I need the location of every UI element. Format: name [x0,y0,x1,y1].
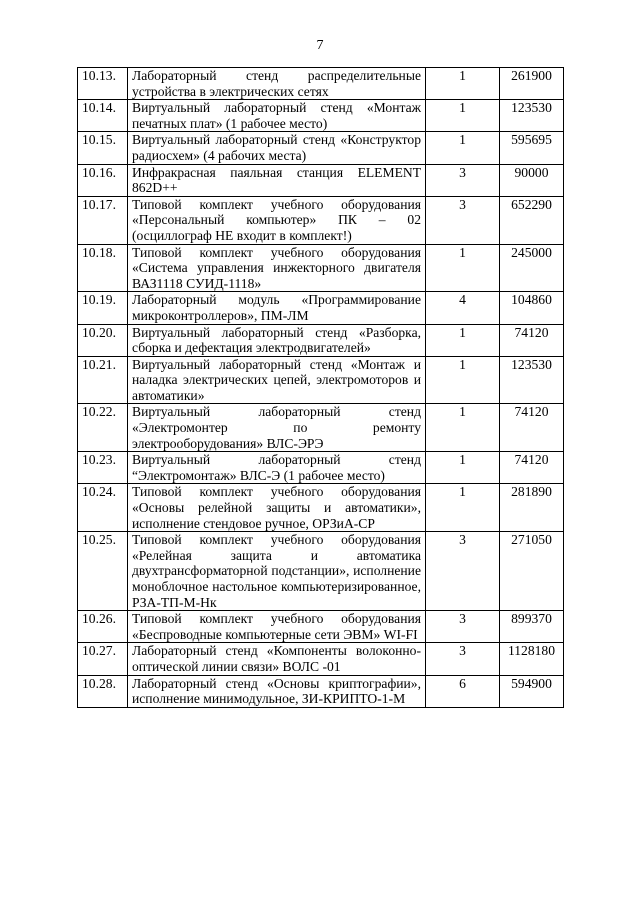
item-name: Типовой комплект учебного оборудования «Беспроводные компьютерные сети ЭВМ» WI-FI [128,611,426,643]
table-row [78,324,564,356]
item-quantity: 3 [426,164,500,196]
item-price: 245000 [500,244,564,292]
row-number: 10.14. [78,100,128,132]
table-row [78,68,564,100]
item-price: 74120 [500,404,564,452]
item-name: Лабораторный модуль «Программирование микроконтроллеров», ПМ-ЛМ [128,292,426,324]
item-price: 595695 [500,132,564,164]
item-price: 1128180 [500,643,564,675]
row-number: 10.18. [78,244,128,292]
item-name: Типовой комплект учебного оборудования «Релейная защита и автоматика двухтрансформаторной подстанции», исполнение моноблочное настольное компьютеризированное, РЗА-ТП-М-Нк [128,532,426,611]
item-name: Лабораторный стенд «Компоненты волоконно-оптической линии связи» ВОЛС -01 [128,643,426,675]
item-name: Инфракрасная паяльная станция ELEMENT 862D++ [128,164,426,196]
equipment-table [77,67,564,708]
item-quantity: 1 [426,356,500,404]
item-price: 123530 [500,100,564,132]
row-number: 10.28. [78,675,128,707]
item-name: Типовой комплект учебного оборудования «Персональный компьютер» ПК – 02 (осциллограф НЕ входит в комплект!) [128,196,426,244]
item-quantity: 1 [426,100,500,132]
item-name: Типовой комплект учебного оборудования «Основы релейной защиты и автоматики», исполнение стендовое ручное, ОРЗиА-СР [128,484,426,532]
item-quantity: 4 [426,292,500,324]
table-row [78,244,564,292]
row-number: 10.16. [78,164,128,196]
item-name: Виртуальный лабораторный стенд «Монтаж печатных плат» (1 рабочее место) [128,100,426,132]
equipment-table-body [78,68,564,708]
item-quantity: 3 [426,611,500,643]
row-number: 10.19. [78,292,128,324]
item-name: Виртуальный лабораторный стенд «Монтаж и наладка электрических цепей, электромоторов и автоматики» [128,356,426,404]
item-quantity: 6 [426,675,500,707]
table-row [78,100,564,132]
item-price: 261900 [500,68,564,100]
item-price: 281890 [500,484,564,532]
row-number: 10.23. [78,452,128,484]
item-quantity: 1 [426,132,500,164]
item-quantity: 1 [426,452,500,484]
item-price: 104860 [500,292,564,324]
table-row [78,452,564,484]
table-row [78,132,564,164]
table-row [78,404,564,452]
table-row [78,292,564,324]
item-name: Типовой комплект учебного оборудования «Система управления инжекторного двигателя ВАЗ1118 СУИД-1118» [128,244,426,292]
row-number: 10.25. [78,532,128,611]
item-name: Виртуальный лабораторный стенд «Электромонтер по ремонту электрооборудования» ВЛС-ЭРЭ [128,404,426,452]
row-number: 10.24. [78,484,128,532]
row-number: 10.15. [78,132,128,164]
item-price: 74120 [500,452,564,484]
item-name: Лабораторный стенд распределительные устройства в электрических сетях [128,68,426,100]
item-quantity: 1 [426,244,500,292]
item-name: Виртуальный лабораторный стенд «Конструктор радиосхем» (4 рабочих места) [128,132,426,164]
item-price: 90000 [500,164,564,196]
row-number: 10.20. [78,324,128,356]
item-name: Виртуальный лабораторный стенд “Электромонтаж» ВЛС-Э (1 рабочее место) [128,452,426,484]
item-price: 652290 [500,196,564,244]
item-quantity: 1 [426,404,500,452]
row-number: 10.17. [78,196,128,244]
item-quantity: 1 [426,484,500,532]
item-quantity: 3 [426,196,500,244]
item-name: Виртуальный лабораторный стенд «Разборка, сборка и дефектация электродвигателей» [128,324,426,356]
table-row [78,356,564,404]
table-row [78,643,564,675]
item-price: 594900 [500,675,564,707]
item-quantity: 1 [426,68,500,100]
row-number: 10.13. [78,68,128,100]
table-row [78,611,564,643]
table-row [78,532,564,611]
table-row [78,164,564,196]
table-row [78,675,564,707]
item-quantity: 3 [426,532,500,611]
table-row [78,196,564,244]
table-row [78,484,564,532]
item-name: Лабораторный стенд «Основы криптографии», исполнение минимодульное, ЗИ-КРИПТО-1-М [128,675,426,707]
row-number: 10.26. [78,611,128,643]
item-quantity: 1 [426,324,500,356]
item-price: 74120 [500,324,564,356]
page-number: 7 [316,38,324,53]
row-number: 10.22. [78,404,128,452]
item-price: 123530 [500,356,564,404]
item-quantity: 3 [426,643,500,675]
item-price: 271050 [500,532,564,611]
item-price: 899370 [500,611,564,643]
row-number: 10.27. [78,643,128,675]
row-number: 10.21. [78,356,128,404]
